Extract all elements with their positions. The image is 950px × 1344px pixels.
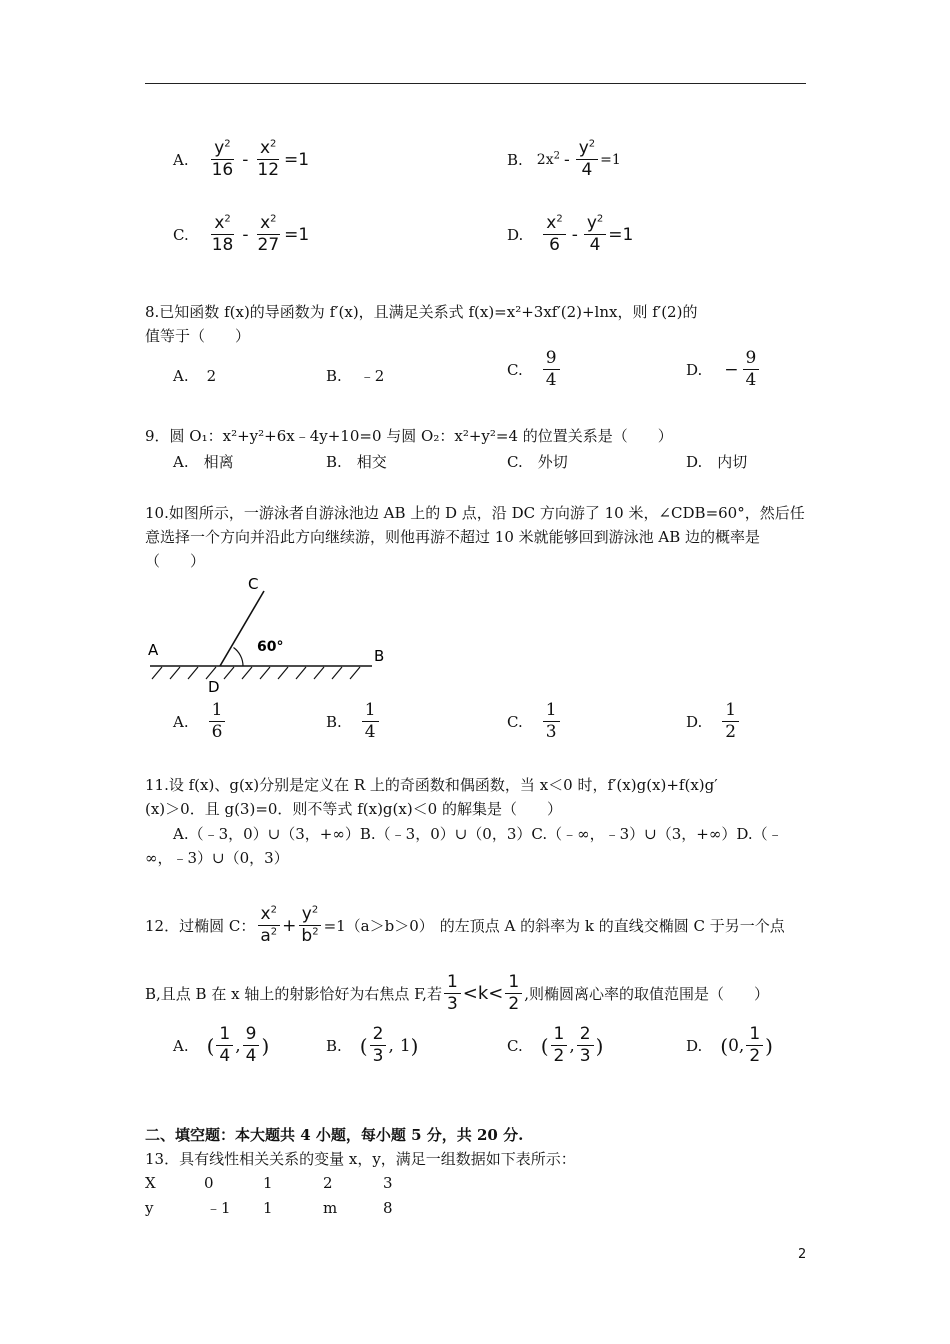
q9-option-a: A. 相离 (173, 453, 234, 471)
table-cell: m (323, 1199, 338, 1217)
table-cell: X (145, 1174, 156, 1192)
q9-option-c: C. 外切 (507, 453, 568, 471)
q10-stem-line3: （ ） (145, 552, 206, 570)
label-a: A (148, 641, 159, 659)
q10-stem-line2: 意选择一个方向并沿此方向继续游，则他再游不超过 10 米就能够回到游泳池 AB 边的概率是 (145, 528, 761, 546)
q11-options-line1: A.（﹣3，0）∪（3，+∞）B.（﹣3，0）∪（0，3）C.（﹣∞，﹣3）∪（3，+∞）D.（﹣ (173, 825, 783, 843)
table-cell: 3 (383, 1174, 393, 1192)
q13-stem: 13．具有线性相关关系的变量 x，y，满足一组数据如下表所示： (145, 1150, 576, 1168)
q11-stem-line2: (x)＞0．且 g(3)=0．则不等式 f(x)g(x)＜0 的解集是（ ） (145, 800, 562, 818)
hatching (152, 667, 360, 679)
q12-option-d: D. ( 0 , $\frac{1}{2}$ ) (686, 1024, 773, 1066)
table-cell: y (145, 1199, 154, 1217)
q11-stem-line1: 11.设 f(x)、g(x)分别是定义在 R 上的奇函数和偶函数，当 x＜0 时，f′(x)g(x)+f(x)g′ (145, 776, 718, 794)
q9-option-d: D. 内切 (686, 453, 748, 471)
q10-option-d: D. $\frac{1}{2}$ (686, 702, 741, 741)
label-c: C (248, 575, 259, 593)
q8-option-d: D. − $\frac{9}{4}$ (686, 350, 761, 389)
q7-option-d: D. $\frac{x^2}{6}$ - $\frac{y^2}{4}$ =1 (507, 213, 634, 255)
q7-option-c: C. $\frac{x^2}{18}$ - $\frac{x^2}{27}$ =1 (173, 213, 310, 255)
q10-option-c: C. $\frac{1}{3}$ (507, 702, 562, 741)
q10-stem-line1: 10.如图所示，一游泳者自游泳池边 AB 上的 D 点，沿 DC 方向游了 10 米，∠CDB=60°，然后任 (145, 504, 805, 522)
q9-option-b: B. 相交 (326, 453, 387, 471)
q11-options-line2: ∞，﹣3）∪（0，3） (145, 849, 289, 867)
q8-option-b: B. ﹣2 (326, 367, 385, 385)
table-cell: 1 (263, 1199, 273, 1217)
table-cell: 1 (263, 1174, 273, 1192)
pool-figure (140, 575, 400, 695)
q9-stem: 9．圆 O₁：x²+y²+6x﹣4y+10=0 与圆 O₂：x²+y²=4 的位置关系是（ ） (145, 427, 673, 445)
label-b: B (374, 647, 385, 665)
angle-label: 60° (257, 639, 284, 655)
label-d: D (208, 678, 220, 695)
q10-option-a: A. $\frac{1}{6}$ (173, 702, 227, 741)
page-number: 2 (798, 1247, 807, 1262)
table-cell: 8 (383, 1199, 393, 1217)
table-cell: 0 (204, 1174, 214, 1192)
q8-option-a: A. 2 (173, 367, 217, 385)
header-rule (145, 83, 806, 84)
q8-stem-line2: 值等于（ ） (145, 327, 251, 345)
q12-option-c: C. ( $\frac{1}{2}$ , $\frac{2}{3}$ ) (507, 1024, 604, 1066)
q12-stem-line1: 12．过椭圆 C： $\frac{x^2}{a^2}$ + $\frac{y^2}{b^2}$ =1（a＞b＞0） 的左顶点 A 的斜率为 k 的直线交椭圆 C 于另一个点 (145, 904, 785, 946)
q12-option-b: B. ( $\frac{2}{3}$ , 1 ) (326, 1024, 419, 1066)
q8-option-c: C. $\frac{9}{4}$ (507, 350, 562, 389)
q7-option-b: B. $2x^2$ - $\frac{y^2}{4}$ =1 (507, 138, 621, 180)
q10-option-b: B. $\frac{1}{4}$ (326, 702, 381, 741)
angle-arc (234, 648, 244, 667)
section-heading: 二、填空题：本大题共 4 小题，每小题 5 分，共 20 分. (145, 1126, 524, 1144)
q7-option-a: A. $\frac{y^2}{16}$ - $\frac{x^2}{12}$ =1 (173, 138, 310, 180)
table-cell: ﹣1 (206, 1199, 231, 1217)
table-cell: 2 (323, 1174, 333, 1192)
q8-stem-line1: 8.已知函数 f(x)的导函数为 f′(x)，且满足关系式 f(x)=x²+3xf′(2)+lnx，则 f′(2)的 (145, 303, 698, 321)
q12-option-a: A. ( $\frac{1}{4}$ , $\frac{9}{4}$ ) (173, 1024, 270, 1066)
q12-stem-line2: B,且点 B 在 x 轴上的射影恰好为右焦点 F,若 $\frac{1}{3}$ <k< $\frac{1}{2}$ ,则椭圆离心率的取值范围是（ ） (145, 972, 769, 1014)
